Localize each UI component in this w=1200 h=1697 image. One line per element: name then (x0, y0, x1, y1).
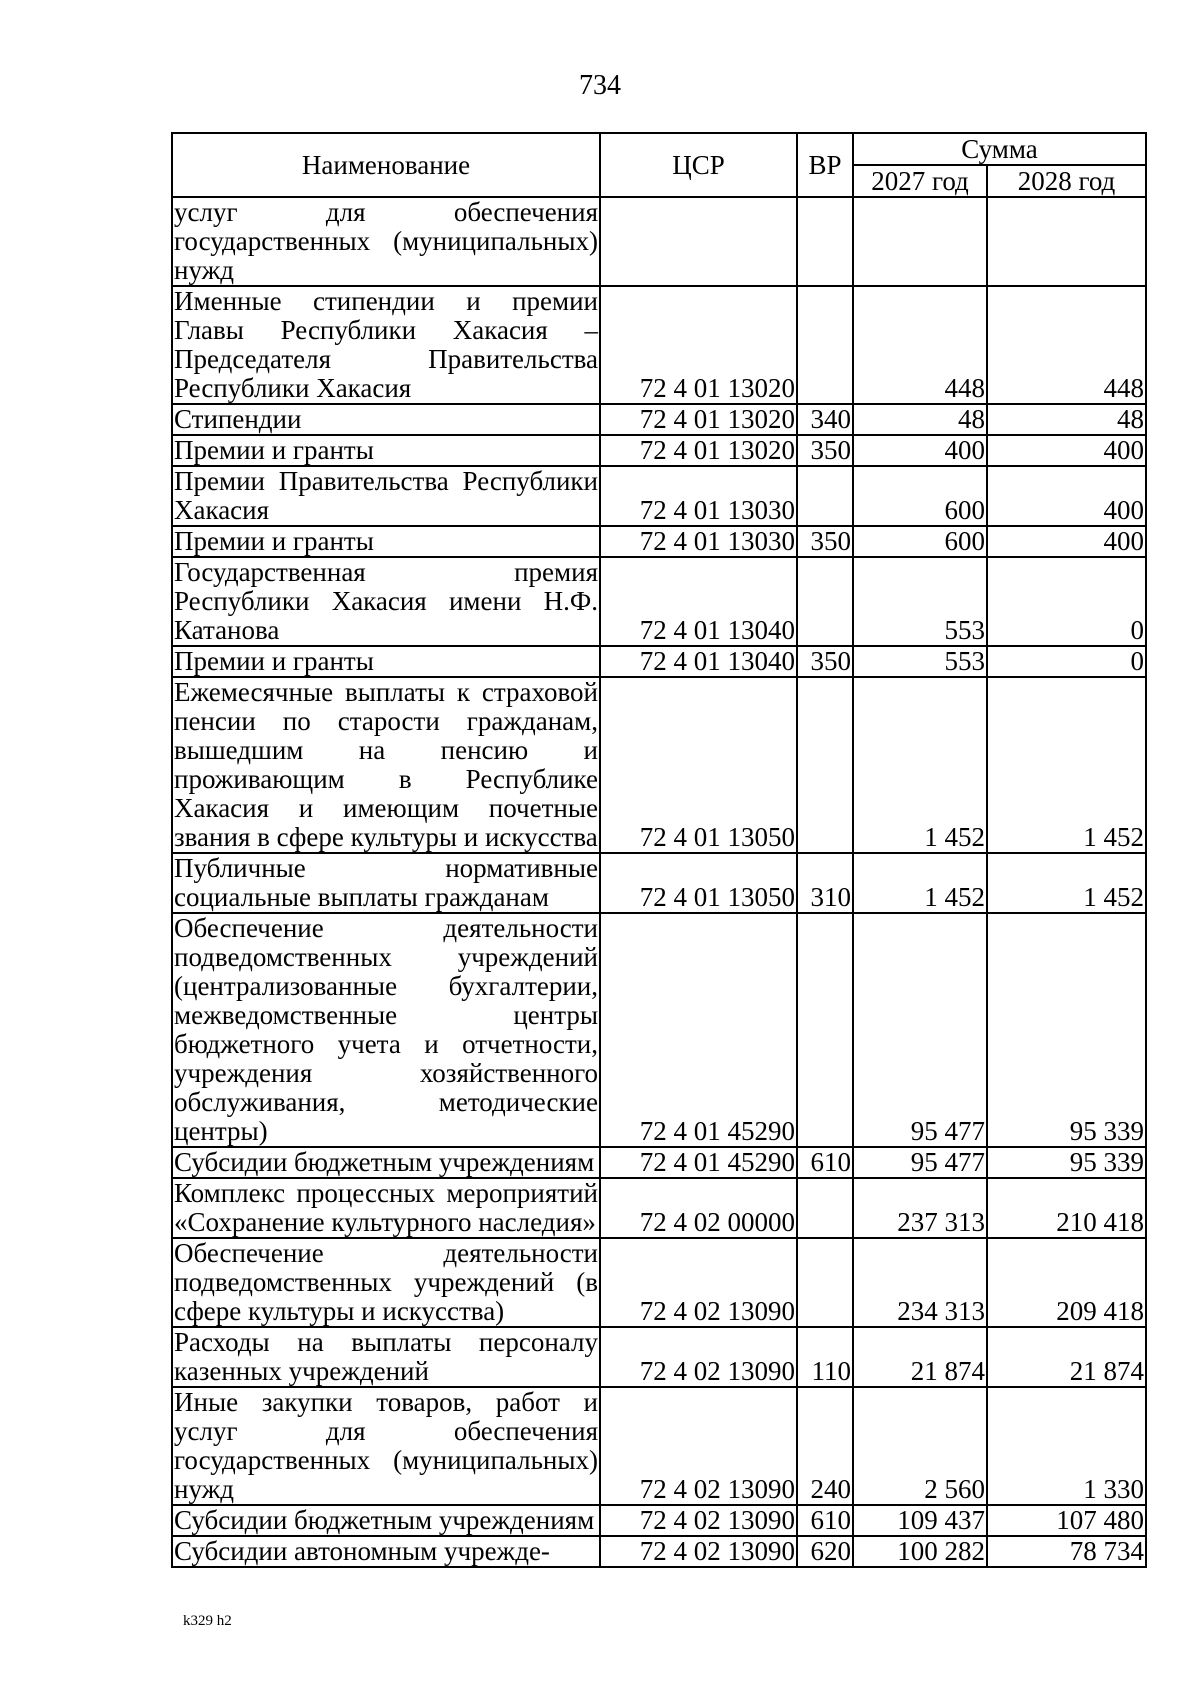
row-name: Премии и гранты (172, 435, 600, 466)
row-csr: 72 4 01 45290 (600, 913, 797, 1147)
table-row (172, 677, 1146, 853)
row-sum-2027: 95 477 (853, 913, 987, 1147)
row-name: Субсидии бюджетным учреждениям (172, 1505, 600, 1536)
row-csr: 72 4 01 13030 (600, 526, 797, 557)
row-sum-2028: 21 874 (987, 1327, 1146, 1387)
row-csr: 72 4 01 13020 (600, 286, 797, 404)
row-name: Ежемесячные выплаты к страховой пенсии по старости гражданам, вышедшим на пенсию и проживающим в Республике Хакасия и имеющим почетные звания в сфере культуры и искусства (174, 677, 598, 852)
row-name: Государственная премия Республики Хакасия имени Н.Ф. Катанова (174, 557, 598, 645)
row-name: Обеспечение деятельности подведомственных учреждений (в сфере культуры и искусства) (174, 1238, 598, 1326)
row-name: Иные закупки товаров, работ и услуг для обеспечения государственных (муниципальных) нужд (174, 1387, 598, 1504)
table-row (172, 1387, 1146, 1505)
row-vr (797, 286, 853, 404)
header-year-2028: 2028 год (987, 165, 1146, 197)
table-row (172, 526, 1146, 557)
row-csr: 72 4 01 13050 (600, 677, 797, 853)
row-sum-2028: 210 418 (987, 1178, 1146, 1238)
row-name: Комплекс процессных мероприятий «Сохранение культурного наследия» (174, 1178, 598, 1237)
row-sum-2027: 2 560 (853, 1387, 987, 1505)
row-csr: 72 4 02 00000 (600, 1178, 797, 1238)
table-row (172, 1327, 1146, 1387)
row-sum-2027: 553 (853, 646, 987, 677)
row-vr: 350 (797, 435, 853, 466)
table-row (172, 646, 1146, 677)
row-sum-2027: 600 (853, 526, 987, 557)
row-vr: 310 (797, 853, 853, 913)
row-name: Расходы на выплаты персоналу казенных учреждений (174, 1327, 598, 1386)
row-csr: 72 4 02 13090 (600, 1536, 797, 1567)
row-vr: 350 (797, 526, 853, 557)
row-sum-2027: 1 452 (853, 853, 987, 913)
row-vr (797, 913, 853, 1147)
row-sum-2027: 21 874 (853, 1327, 987, 1387)
row-csr: 72 4 02 13090 (600, 1387, 797, 1505)
budget-table (171, 132, 1147, 1568)
table-header (172, 133, 1146, 197)
table-row (172, 557, 1146, 646)
row-sum-2027: 553 (853, 557, 987, 646)
row-csr: 72 4 01 13040 (600, 557, 797, 646)
row-name: Премии Правительства Республики Хакасия (174, 466, 598, 525)
row-csr: 72 4 01 45290 (600, 1147, 797, 1178)
row-sum-2027 (853, 197, 987, 286)
row-name: Обеспечение деятельности подведомственных учреждений (централизованные бухгалтерии, межведомственные центры бюджетного учета и отчетности, учреждения хозяйственного обслуживания, методические центры) (174, 913, 598, 1146)
row-sum-2028: 0 (987, 557, 1146, 646)
table-row (172, 853, 1146, 913)
row-vr: 240 (797, 1387, 853, 1505)
row-name: Премии и гранты (172, 646, 600, 677)
header-sum: Сумма (853, 133, 1146, 165)
table-row (172, 913, 1146, 1147)
row-name: Именные стипендии и премии Главы Республики Хакасия – Председателя Правительства Республики Хакасия (174, 286, 598, 403)
row-name: Премии и гранты (172, 526, 600, 557)
row-csr (600, 197, 797, 286)
row-sum-2028: 78 734 (987, 1536, 1146, 1567)
row-vr: 340 (797, 404, 853, 435)
row-vr (797, 1178, 853, 1238)
row-vr: 350 (797, 646, 853, 677)
row-sum-2028: 95 339 (987, 913, 1146, 1147)
row-vr: 110 (797, 1327, 853, 1387)
row-vr (797, 197, 853, 286)
row-csr: 72 4 02 13090 (600, 1327, 797, 1387)
table-row (172, 286, 1146, 404)
row-sum-2028: 107 480 (987, 1505, 1146, 1536)
row-sum-2027: 400 (853, 435, 987, 466)
row-sum-2028: 95 339 (987, 1147, 1146, 1178)
row-csr: 72 4 01 13020 (600, 404, 797, 435)
page-number: 734 (579, 70, 621, 101)
row-name: Субсидии бюджетным учреждениям (172, 1147, 600, 1178)
table-row (172, 1505, 1146, 1536)
row-name: услуг для обеспечения государственных (муниципальных) нужд (174, 197, 598, 285)
table-row (172, 1147, 1146, 1178)
row-sum-2028: 0 (987, 646, 1146, 677)
table-body (172, 197, 1146, 1567)
row-sum-2028: 400 (987, 466, 1146, 526)
row-sum-2027: 1 452 (853, 677, 987, 853)
row-vr: 610 (797, 1147, 853, 1178)
row-sum-2028 (987, 197, 1146, 286)
row-sum-2028: 1 330 (987, 1387, 1146, 1505)
table-row (172, 404, 1146, 435)
footer-code: k329 h2 (183, 1613, 232, 1629)
row-name: Стипендии (172, 404, 600, 435)
header-csr: ЦСР (600, 133, 797, 197)
row-csr: 72 4 02 13090 (600, 1505, 797, 1536)
row-name: Субсидии автономным учрежде- (172, 1536, 600, 1567)
row-vr: 620 (797, 1536, 853, 1567)
row-vr (797, 677, 853, 853)
row-sum-2028: 209 418 (987, 1238, 1146, 1327)
row-sum-2027: 95 477 (853, 1147, 987, 1178)
row-sum-2028: 1 452 (987, 853, 1146, 913)
row-csr: 72 4 02 13090 (600, 1238, 797, 1327)
row-sum-2027: 109 437 (853, 1505, 987, 1536)
table-row (172, 435, 1146, 466)
row-csr: 72 4 01 13020 (600, 435, 797, 466)
row-sum-2027: 48 (853, 404, 987, 435)
row-sum-2028: 400 (987, 526, 1146, 557)
row-sum-2028: 48 (987, 404, 1146, 435)
row-sum-2028: 400 (987, 435, 1146, 466)
row-sum-2028: 448 (987, 286, 1146, 404)
row-csr: 72 4 01 13040 (600, 646, 797, 677)
row-sum-2028: 1 452 (987, 677, 1146, 853)
row-sum-2027: 234 313 (853, 1238, 987, 1327)
row-name: Публичные нормативные социальные выплаты гражданам (174, 853, 598, 912)
header-vr: ВР (797, 133, 853, 197)
row-sum-2027: 600 (853, 466, 987, 526)
row-csr: 72 4 01 13030 (600, 466, 797, 526)
row-csr: 72 4 01 13050 (600, 853, 797, 913)
table-row (172, 1238, 1146, 1327)
row-sum-2027: 237 313 (853, 1178, 987, 1238)
row-vr (797, 1238, 853, 1327)
row-vr (797, 466, 853, 526)
header-name: Наименование (172, 133, 600, 197)
row-sum-2027: 448 (853, 286, 987, 404)
table-row (172, 1178, 1146, 1238)
table-row (172, 466, 1146, 526)
table-row (172, 197, 1146, 286)
row-vr: 610 (797, 1505, 853, 1536)
table-row (172, 1536, 1146, 1567)
row-sum-2027: 100 282 (853, 1536, 987, 1567)
row-vr (797, 557, 853, 646)
header-year-2027: 2027 год (853, 165, 987, 197)
